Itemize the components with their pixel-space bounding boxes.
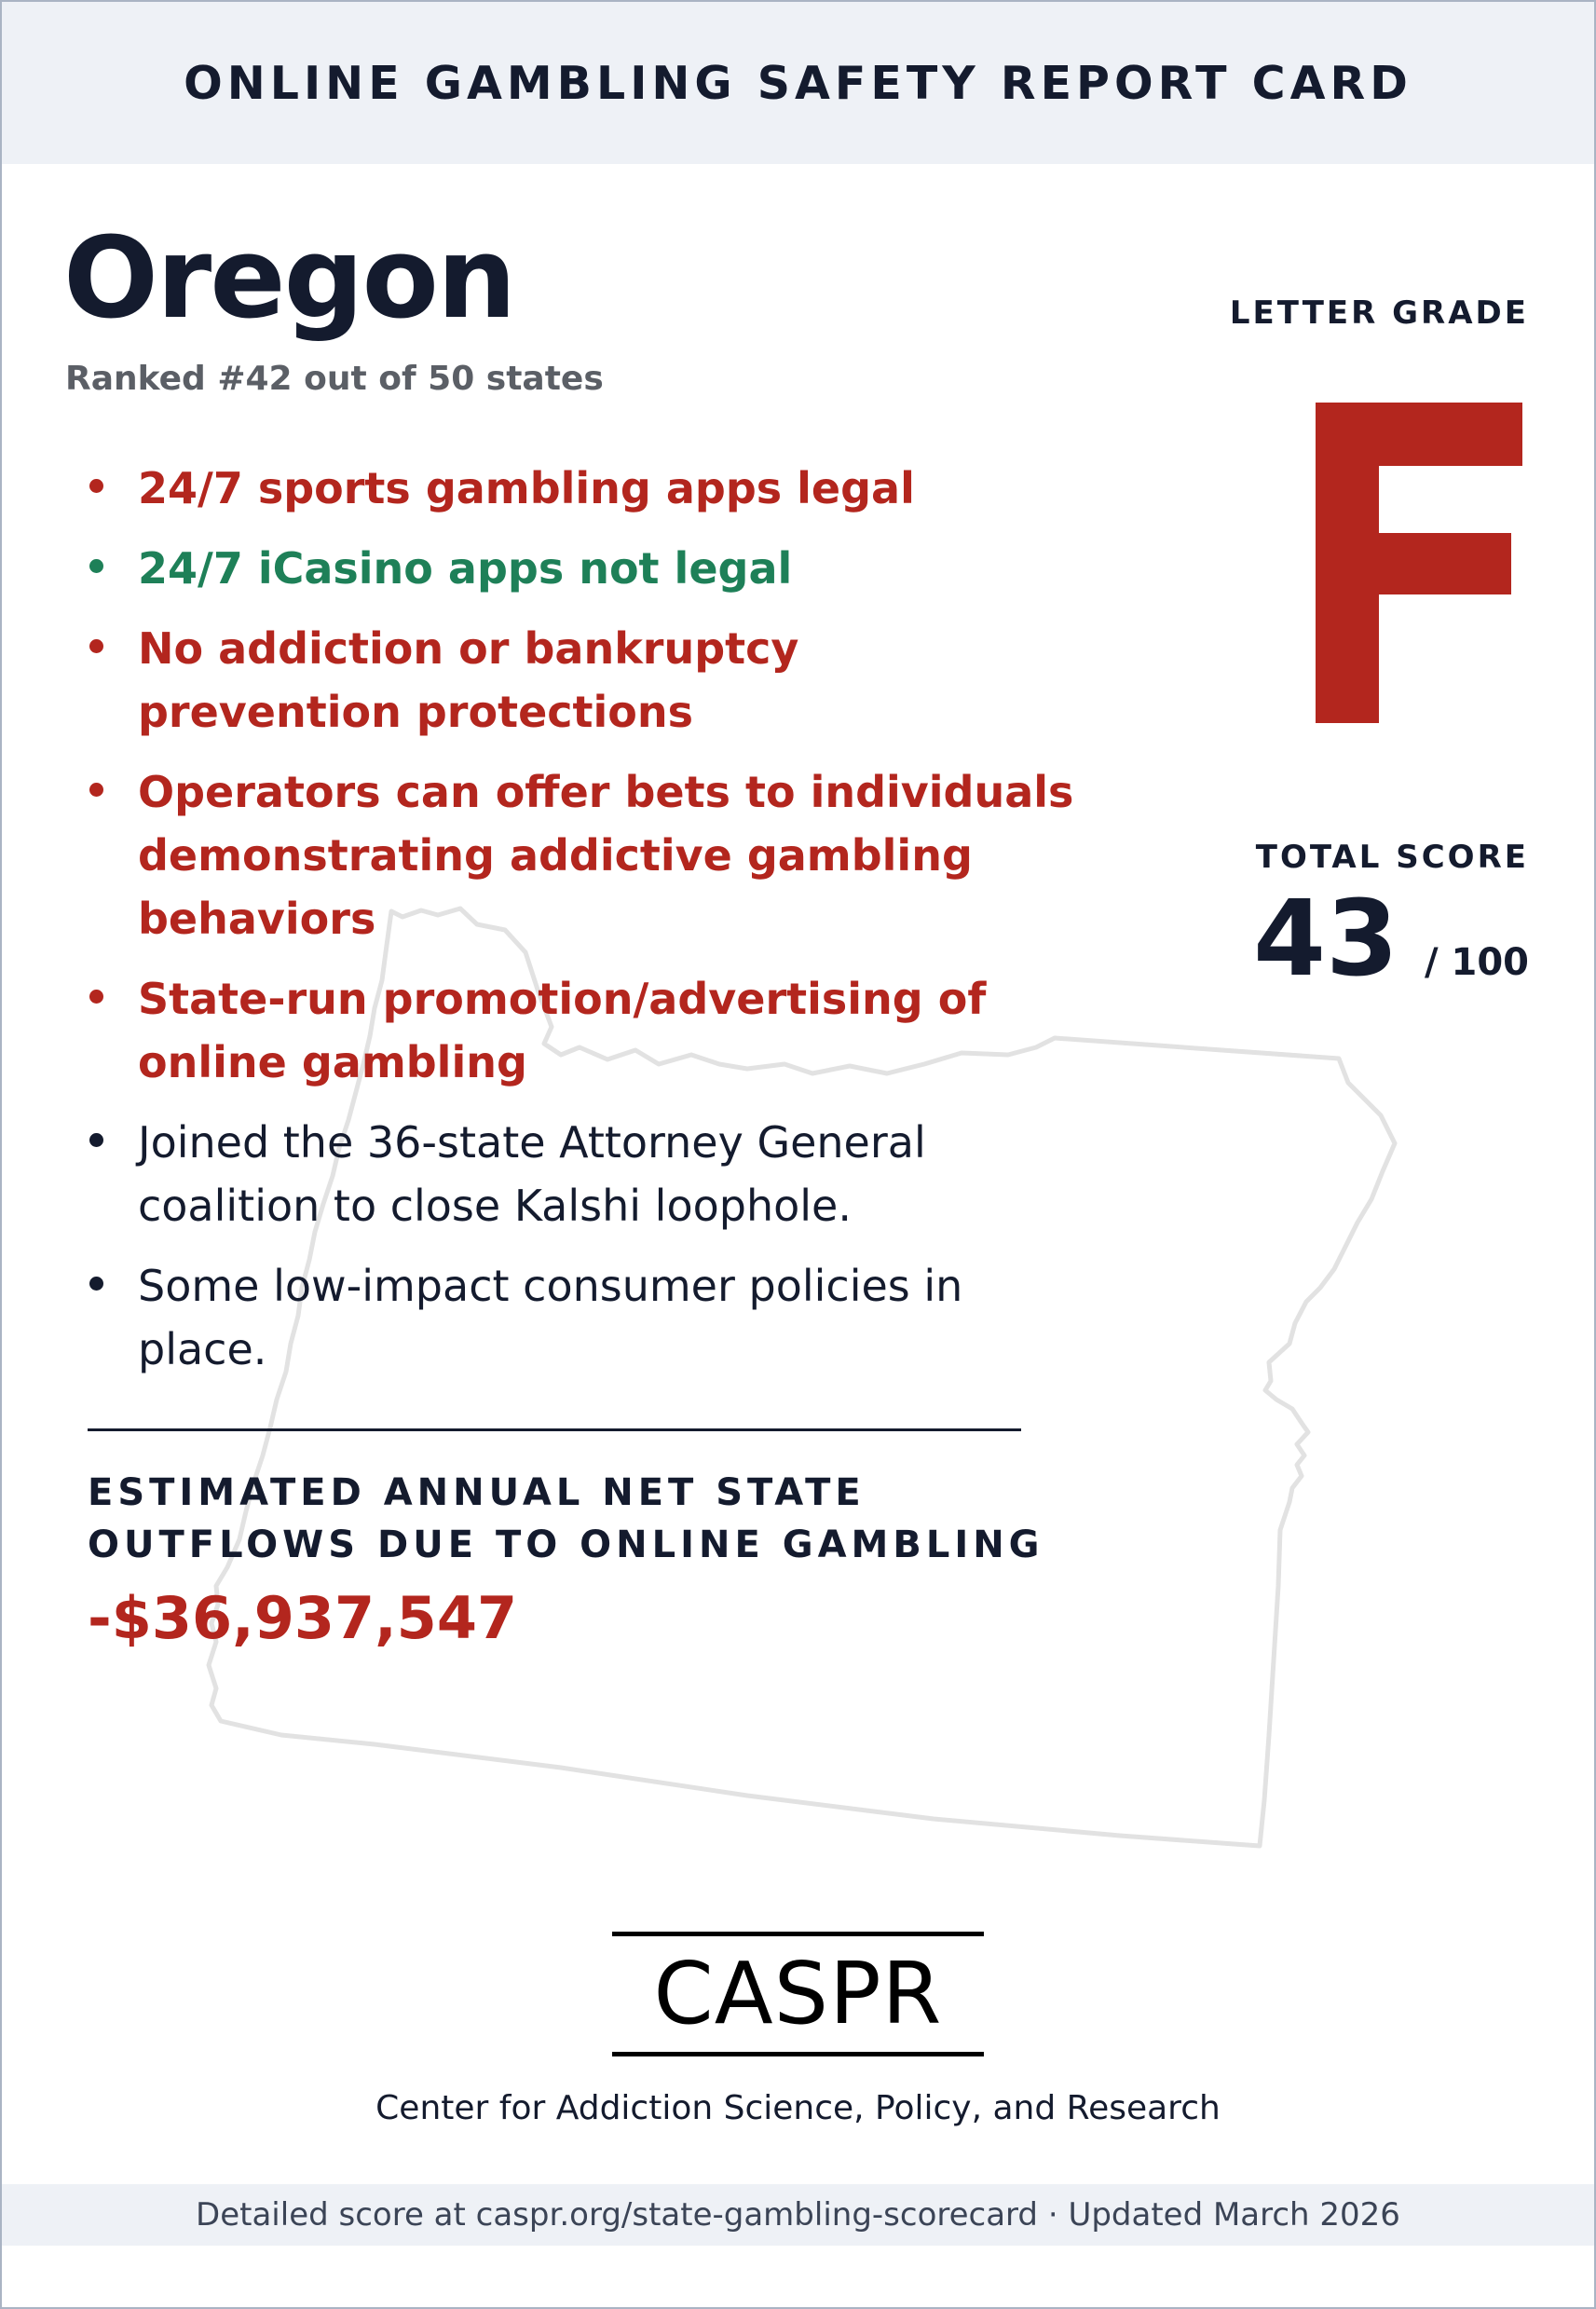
- section-divider: [88, 1428, 1021, 1431]
- finding-text: Some low-impact consumer policies in place.: [138, 1261, 963, 1374]
- finding-item: [86, 457, 1027, 520]
- finding-item: [86, 967, 1032, 1094]
- neutral-bullet-icon: [89, 1133, 103, 1147]
- positive-bullet-icon: [89, 559, 103, 573]
- footer-text: Detailed score at caspr.org/state-gambling-scorecard · Updated March 2026: [196, 2196, 1400, 2234]
- finding-text: 24/7 sports gambling apps legal: [138, 463, 915, 513]
- logo-text: CASPR: [653, 1944, 943, 2043]
- score-max: / 100: [1424, 941, 1529, 984]
- finding-text: No addiction or bankruptcy prevention protections: [138, 623, 799, 737]
- letter-grade: [1316, 403, 1522, 727]
- state-rank: Ranked #42 out of 50 states: [65, 360, 604, 398]
- footer-bar: [2, 2184, 1594, 2246]
- grade-label: LETTER GRADE: [1229, 294, 1529, 332]
- finding-item: [86, 760, 1079, 950]
- report-title: ONLINE GAMBLING SAFETY REPORT CARD: [184, 56, 1412, 110]
- score-value: 43: [1253, 879, 1398, 1000]
- letter-f-glyph: [1316, 403, 1522, 723]
- state-name: Oregon: [63, 214, 515, 344]
- total-score: [1253, 879, 1529, 1000]
- score-label: TOTAL SCORE: [1255, 839, 1529, 876]
- finding-text: Operators can offer bets to individuals demonstrating addictive gambling behaviors: [138, 767, 1074, 944]
- finding-item: [86, 1111, 1070, 1237]
- findings-list: [86, 457, 1074, 1398]
- outflows-label: ESTIMATED ANNUAL NET STATE OUTFLOWS DUE TO ONLINE GAMBLING: [88, 1471, 1044, 1566]
- negative-bullet-icon: [89, 990, 103, 1004]
- finding-text: 24/7 iCasino apps not legal: [138, 543, 793, 594]
- negative-bullet-icon: [89, 639, 103, 653]
- organization-name: Center for Addiction Science, Policy, and Research: [375, 2089, 1221, 2127]
- neutral-bullet-icon: [89, 1277, 103, 1291]
- finding-text: Joined the 36-state Attorney General coalition to close Kalshi loophole.: [138, 1117, 926, 1231]
- negative-bullet-icon: [89, 479, 103, 493]
- finding-item: [86, 537, 1027, 600]
- finding-text: State-run promotion/advertising of online gambling: [138, 974, 987, 1087]
- outflows-value: -$36,937,547: [88, 1584, 518, 1652]
- finding-item: [86, 1254, 1070, 1381]
- finding-item: [86, 617, 809, 744]
- caspr-logo: [612, 1932, 984, 2056]
- negative-bullet-icon: [89, 783, 103, 797]
